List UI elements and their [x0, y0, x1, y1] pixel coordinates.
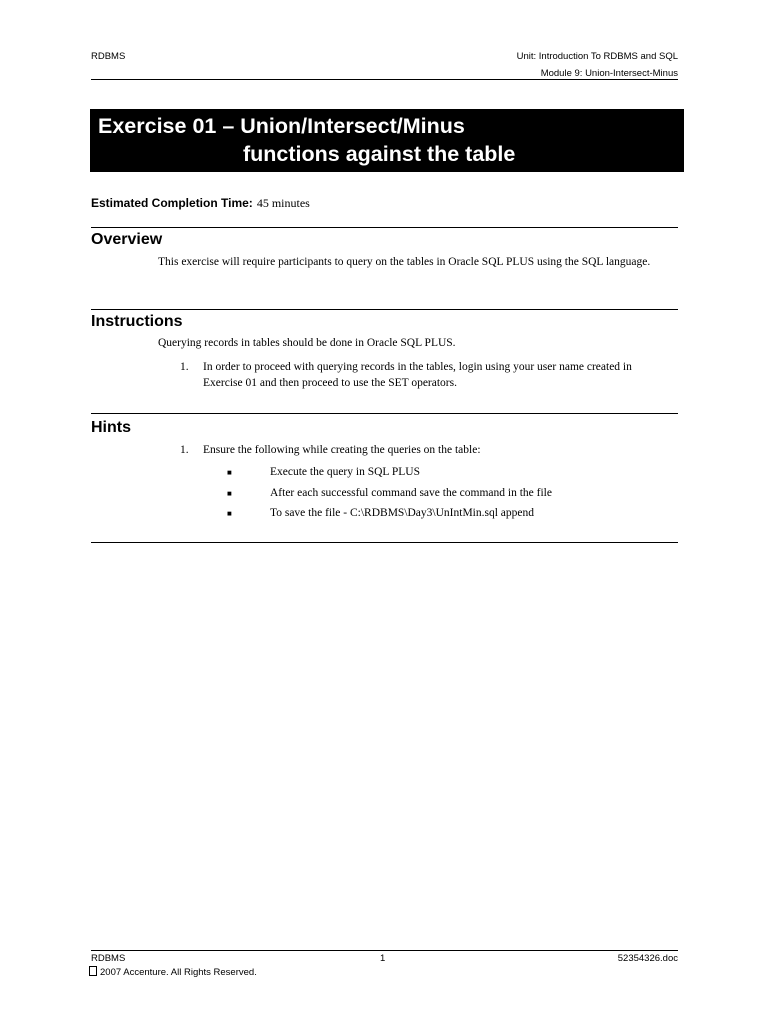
- title-banner: [90, 109, 684, 172]
- header-unit: Unit: Introduction To RDBMS and SQL: [516, 51, 678, 62]
- copyright-icon: [89, 966, 97, 976]
- hints-item-text: Ensure the following while creating the queries on the table:: [203, 444, 481, 456]
- hints-heading: Hints: [91, 419, 131, 436]
- overview-text: This exercise will require participants to query on the tables in Oracle SQL PLUS using the SQL language.: [158, 256, 651, 268]
- overview-heading: Overview: [91, 231, 163, 248]
- instructions-item-number: 1.: [180, 361, 189, 373]
- overview-divider: [91, 227, 678, 228]
- estimated-time-value: 45 minutes: [256, 196, 310, 210]
- hints-item-number: 1.: [180, 444, 189, 456]
- bullet-icon: ■: [227, 468, 232, 477]
- footer-divider: [91, 950, 678, 951]
- hints-divider: [91, 413, 678, 414]
- header-divider: [91, 79, 678, 80]
- instructions-divider: [91, 309, 678, 310]
- estimated-time-label: Estimated Completion Time:: [91, 196, 253, 210]
- instructions-intro: Querying records in tables should be done in Oracle SQL PLUS.: [158, 337, 456, 349]
- section-end-divider: [91, 542, 678, 543]
- footer-copyright-text: 2007 Accenture. All Rights Reserved.: [100, 967, 257, 978]
- header-course-name: RDBMS: [91, 51, 126, 62]
- instructions-item-text: In order to proceed with querying records in the tables, login using your user name created in Exercise 01 and then proceed to use the SET operators.: [203, 361, 632, 389]
- header-module: Module 9: Union-Intersect-Minus: [540, 68, 678, 79]
- hint-bullet: Execute the query in SQL PLUS: [270, 466, 421, 478]
- estimated-time: [91, 196, 310, 211]
- hint-bullet: To save the file - C:\RDBMS\Day3\UnIntMin.sql append: [270, 507, 534, 519]
- title-line-2: functions against the table: [243, 142, 516, 166]
- hint-bullet: After each successful command save the command in the file: [270, 487, 552, 499]
- instructions-heading: Instructions: [91, 313, 183, 330]
- footer-document-name: 52354326.doc: [617, 953, 678, 964]
- bullet-icon: ■: [227, 509, 232, 518]
- footer-page-number: 1: [380, 953, 386, 964]
- footer-copyright: [89, 966, 257, 978]
- title-line-1: Exercise 01 – Union/Intersect/Minus: [98, 114, 465, 138]
- bullet-icon: ■: [227, 489, 232, 498]
- footer-course-name: RDBMS: [91, 953, 126, 964]
